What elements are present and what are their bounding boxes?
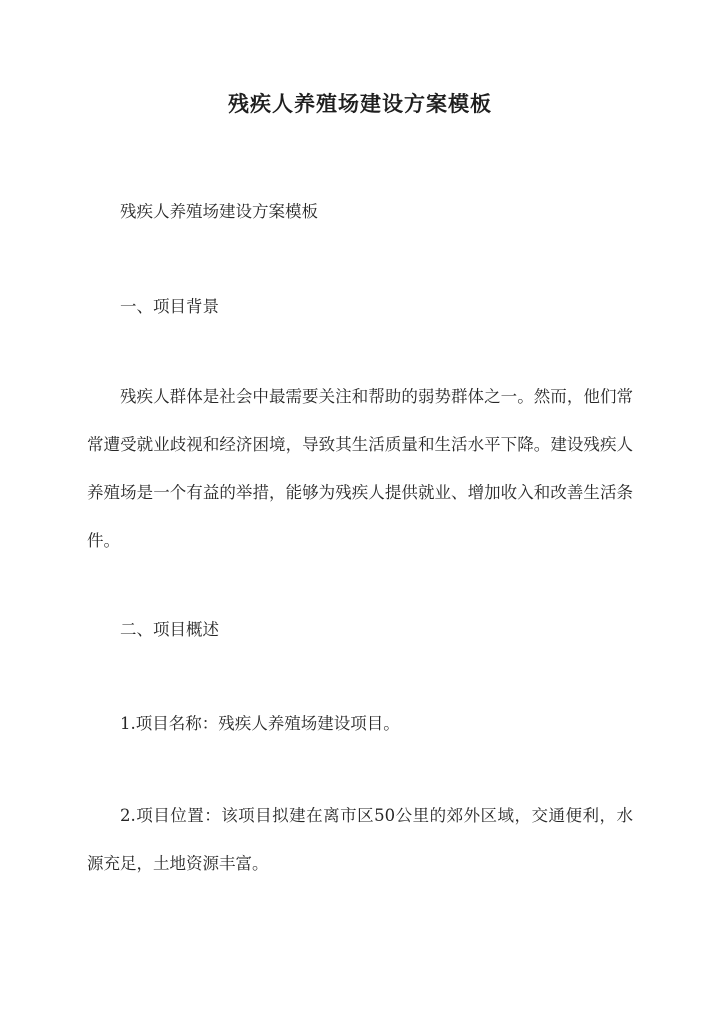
project-location-item: 2.项目位置：该项目拟建在离市区50公里的郊外区域，交通便利，水源充足，土地资源丰富。: [87, 806, 633, 873]
document-title: 残疾人养殖场建设方案模板: [228, 91, 492, 116]
section-heading-overview: 二、项目概述: [120, 620, 219, 639]
background-paragraph: 残疾人群体是社会中最需要关注和帮助的弱势群体之一。然而，他们常常遭受就业歧视和经济困境，导致其生活质量和生活水平下降。建设残疾人养殖场是一个有益的举措，能够为残疾人提供就业、增加收入和改善生活条件。: [87, 387, 633, 550]
section-heading-background: 一、项目背景: [120, 297, 219, 316]
project-name-item: 1.项目名称：残疾人养殖场建设项目。: [120, 714, 400, 733]
document-subtitle: 残疾人养殖场建设方案模板: [120, 202, 318, 221]
